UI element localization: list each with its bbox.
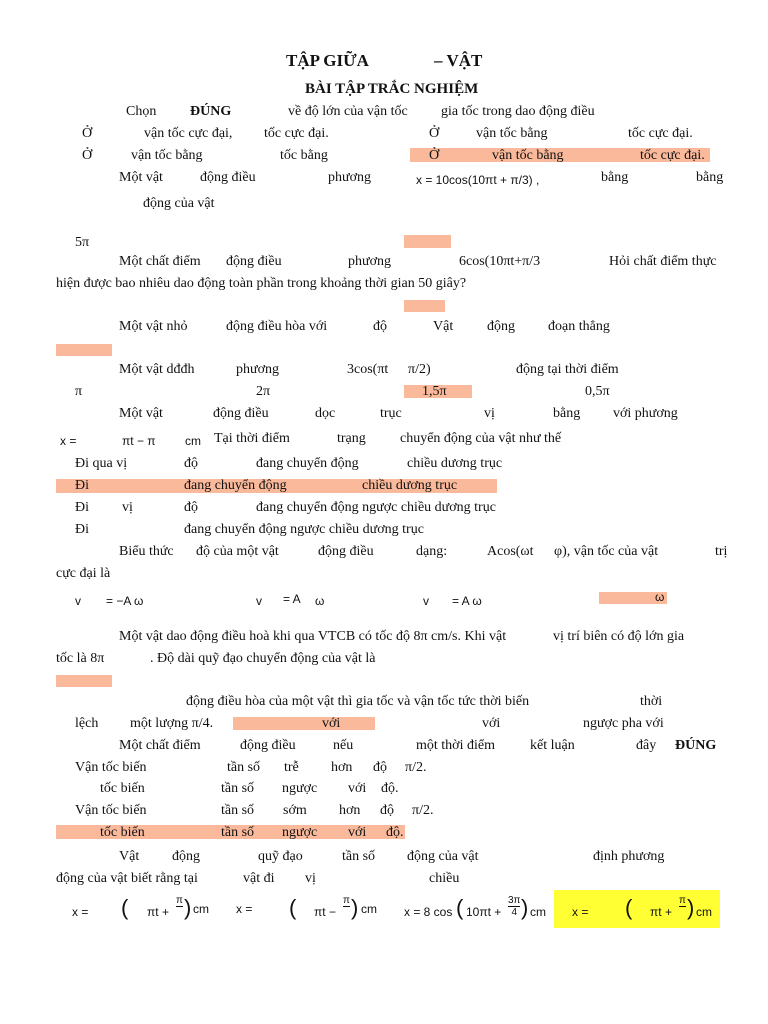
q5-stem-2: phương bbox=[236, 362, 279, 377]
q9-line2-5: ngược pha với bbox=[583, 716, 664, 731]
q10-a-3: trễ bbox=[284, 760, 299, 775]
q10-b-2: tần số bbox=[221, 781, 255, 796]
q4-stem-6: đoạn thẳng bbox=[548, 319, 610, 334]
q3-stem-3: phương bbox=[348, 254, 391, 269]
q7-stem-1: Biểu thức bbox=[119, 544, 174, 559]
q1-b-1: Ở bbox=[429, 126, 440, 141]
q11-a-paren-open: ( bbox=[121, 895, 129, 920]
q11-a-lhs: x = bbox=[72, 905, 89, 919]
q3-stem-2: động điều bbox=[226, 254, 282, 269]
q10-d-4: với bbox=[348, 825, 367, 840]
q11-stem-3: quỹ đạo bbox=[258, 849, 303, 864]
q1-c-1: Ở bbox=[82, 148, 93, 163]
q1-a-1: Ở bbox=[82, 126, 93, 141]
q6-d-1: Đi bbox=[75, 522, 89, 537]
q7-c-expr: = A ω bbox=[452, 594, 482, 608]
q1-b-2: vận tốc bằng bbox=[476, 126, 548, 141]
q7-line2: cực đại là bbox=[56, 566, 111, 581]
q3-stem-4: 6cos(10πt+π/3 bbox=[459, 254, 541, 269]
title-left: TẬP GIỮA bbox=[286, 51, 369, 70]
q6-b-3: chiều dương trục bbox=[362, 478, 458, 493]
q4-answer-highlight bbox=[56, 344, 112, 356]
q11-c-lhs: x = 8 cos bbox=[404, 905, 453, 919]
q10-c-4: hơn bbox=[339, 803, 361, 818]
q4-stem-4: Vật bbox=[433, 319, 454, 334]
q6-line2-1: Tại thời điểm bbox=[214, 431, 290, 446]
q6-c-1: Đi bbox=[75, 500, 89, 515]
q5-opt-b: 2π bbox=[256, 384, 271, 399]
q10-b-3: ngược bbox=[282, 781, 318, 796]
q10-c-3: sớm bbox=[283, 803, 307, 818]
q5-opt-a: π bbox=[75, 384, 83, 399]
q5-stem-1: Một vật dđđh bbox=[119, 362, 195, 377]
q11-d-num: π bbox=[679, 895, 686, 906]
q7-c-v: v bbox=[423, 594, 429, 608]
q11-stem-2: động bbox=[172, 849, 200, 864]
q11-line2-4: chiều bbox=[429, 871, 460, 886]
q6-c-3: độ bbox=[184, 500, 198, 515]
q11-a-inner: πt + bbox=[147, 905, 169, 919]
q3-answer-highlight bbox=[404, 300, 445, 312]
q8-line1b: vị trí biên có độ lớn gia bbox=[553, 629, 685, 644]
q6-eq-lhs: x = bbox=[60, 434, 77, 448]
q1-a-2: vận tốc cực đại, bbox=[144, 126, 233, 141]
q11-c-fraction bbox=[508, 895, 520, 918]
q1-a-3: tốc cực đại. bbox=[264, 126, 329, 141]
q7-a-expr: = −A ω bbox=[106, 594, 144, 608]
q7-stem-2: độ của một vật bbox=[196, 544, 279, 559]
q7-a-v: v bbox=[75, 594, 81, 608]
q10-stem-1: Một chất điểm bbox=[119, 738, 201, 753]
q9-line1-1: động điều hòa của một vật thì gia tốc và vận tốc tức thời biến bbox=[186, 694, 530, 709]
q10-stem-2: động điều bbox=[240, 738, 296, 753]
q2-stem-3: phương bbox=[328, 170, 371, 185]
q9-line2-3: với bbox=[322, 716, 341, 731]
q11-d-fraction bbox=[679, 895, 686, 907]
q2-option: 5π bbox=[75, 235, 90, 250]
q11-b-fraction bbox=[343, 895, 350, 907]
q6-a-3: đang chuyển động bbox=[256, 456, 359, 471]
q10-stem-4: một thời điểm bbox=[416, 738, 495, 753]
q4-stem-1: Một vật nhỏ bbox=[119, 319, 188, 334]
q11-b-paren-close: ) bbox=[351, 895, 359, 920]
q8-answer-highlight bbox=[56, 675, 112, 687]
q7-b-expr: = A bbox=[283, 592, 301, 606]
q7-stem-6: φ), vận tốc của vật bbox=[554, 544, 659, 559]
q5-opt-c: 1,5π bbox=[422, 384, 447, 399]
q6-eq-inner: πt − π bbox=[122, 434, 156, 448]
q11-d-paren-open: ( bbox=[625, 895, 633, 920]
q9-line2-4: với bbox=[482, 716, 501, 731]
q5-opt-d: 0,5π bbox=[585, 384, 610, 399]
q10-a-6: π/2. bbox=[405, 760, 427, 775]
q1-b-3: tốc cực đại. bbox=[628, 126, 693, 141]
q4-stem-5: động bbox=[487, 319, 515, 334]
q10-d-2: tần số bbox=[221, 825, 255, 840]
q7-stem-4: dạng: bbox=[416, 544, 448, 559]
q11-c-num: 3π bbox=[508, 895, 521, 906]
q11-c-paren-close: ) bbox=[521, 895, 529, 920]
q11-a-num: π bbox=[176, 895, 183, 906]
q6-stem-3: dọc bbox=[315, 406, 336, 421]
q3-line2: hiện được bao nhiêu dao động toàn phần trong khoảng thời gian 50 giây? bbox=[56, 276, 467, 291]
q10-stem-3: nếu bbox=[333, 738, 354, 753]
q11-b-num: π bbox=[343, 895, 350, 906]
q11-b-inner: πt − bbox=[314, 905, 336, 919]
q11-stem-1: Vật bbox=[119, 849, 140, 864]
q11-a-fraction bbox=[176, 895, 183, 907]
q6-c-4: đang chuyển động ngược chiều dương trục bbox=[256, 500, 496, 515]
q10-d-5: độ. bbox=[386, 825, 404, 840]
q11-line2-3: vị bbox=[305, 871, 316, 886]
q11-b-lhs: x = bbox=[236, 902, 253, 916]
q6-a-1: Đi qua vị bbox=[75, 456, 128, 471]
subtitle: BÀI TẬP TRẮC NGHIỆM bbox=[305, 81, 479, 97]
q2-line2: động của vật bbox=[143, 196, 215, 211]
q1-stem-2: ĐÚNG bbox=[190, 104, 232, 119]
title-right: – VẬT bbox=[434, 51, 483, 70]
q1-stem-1: Chọn bbox=[126, 104, 157, 119]
q5-stem-3: 3cos(πt bbox=[347, 362, 389, 377]
q9-line1-2: thời bbox=[640, 694, 663, 709]
q2-answer-highlight bbox=[404, 235, 451, 248]
q10-a-4: hơn bbox=[331, 760, 353, 775]
q11-d-unit: cm bbox=[696, 905, 712, 919]
q11-stem-6: định phương bbox=[593, 849, 665, 864]
q6-b-2: đang chuyển động bbox=[184, 478, 287, 493]
q11-a-paren-close: ) bbox=[184, 895, 192, 920]
q2-stem-1: Một vật bbox=[119, 170, 163, 185]
q6-d-2: đang chuyển động ngược chiều dương trục bbox=[184, 522, 424, 537]
q8-line1: Một vật dao động điều hoà khi qua VTCB có tốc độ 8π cm/s. Khi vật bbox=[119, 629, 507, 644]
q2-stem-5: bằng bbox=[601, 170, 629, 185]
q3-stem-1: Một chất điểm bbox=[119, 254, 201, 269]
q1-d-3: tốc cực đại. bbox=[640, 148, 705, 163]
q6-stem-4: trục bbox=[380, 406, 402, 421]
q11-d-paren-close: ) bbox=[687, 895, 695, 920]
q11-c-unit: cm bbox=[530, 905, 546, 919]
q1-stem-4: gia tốc trong dao động điều bbox=[441, 104, 595, 119]
q1-c-2: vận tốc bằng bbox=[131, 148, 203, 163]
q11-d-frac-bar bbox=[679, 906, 686, 907]
q11-b-frac-bar bbox=[343, 906, 350, 907]
q6-c-2: vị bbox=[122, 500, 133, 515]
q11-stem-4: tần số bbox=[342, 849, 376, 864]
q11-c-inner: 10πt + bbox=[466, 905, 502, 919]
q10-c-1: Vận tốc biến bbox=[75, 803, 147, 818]
q11-d-lhs: x = bbox=[572, 905, 589, 919]
q11-d-inner: πt + bbox=[650, 905, 672, 919]
q9-line2-1: lệch bbox=[75, 716, 99, 731]
q11-a-frac-bar bbox=[176, 906, 183, 907]
q1-d-2: vận tốc bằng bbox=[492, 148, 564, 163]
q7-stem-5: Acos(ωt bbox=[487, 544, 534, 559]
q6-b-1: Đi bbox=[75, 478, 89, 493]
q10-c-6: π/2. bbox=[412, 803, 434, 818]
q11-stem-5: động của vật bbox=[407, 849, 479, 864]
q10-a-5: độ bbox=[373, 760, 387, 775]
q6-stem-5: vị bbox=[484, 406, 495, 421]
q6-a-2: độ bbox=[184, 456, 198, 471]
q5-stem-4: π/2) bbox=[408, 362, 431, 377]
q7-d-omega: ω bbox=[655, 590, 665, 604]
q11-line2-1: động của vật biết rằng tại bbox=[56, 871, 198, 886]
q10-c-2: tần số bbox=[221, 803, 255, 818]
q7-b-v: v bbox=[256, 594, 262, 608]
q2-equation: x = 10cos(10πt + π/3) , bbox=[416, 173, 540, 187]
q7-stem-7: trị bbox=[715, 544, 728, 559]
q10-b-1: tốc biến bbox=[100, 781, 145, 796]
q10-a-1: Vận tốc biến bbox=[75, 760, 147, 775]
q10-stem-7: ĐÚNG bbox=[675, 738, 717, 753]
q7-b-omega: ω bbox=[315, 594, 325, 608]
q6-stem-7: với phương bbox=[613, 406, 678, 421]
q6-a-4: chiều dương trục bbox=[407, 456, 503, 471]
q9-answer-highlight bbox=[233, 717, 375, 730]
q6-line2-2: trạng bbox=[337, 431, 366, 446]
q1-c-3: tốc bằng bbox=[280, 148, 328, 163]
q6-stem-6: bằng bbox=[553, 406, 581, 421]
q6-line2-3: chuyển động của vật như thế bbox=[400, 431, 562, 446]
q11-a-unit: cm bbox=[193, 902, 209, 916]
q10-stem-5: kết luận bbox=[530, 738, 575, 753]
q6-stem-2: động điều bbox=[213, 406, 269, 421]
q11-line2-2: vật đi bbox=[243, 871, 275, 886]
q2-stem-6: bằng bbox=[696, 170, 724, 185]
q10-a-2: tần số bbox=[227, 760, 261, 775]
q11-c-den: 4 bbox=[511, 907, 518, 918]
q6-eq-unit: cm bbox=[185, 434, 201, 448]
q2-stem-2: động điều bbox=[200, 170, 256, 185]
q4-stem-3: độ bbox=[373, 319, 387, 334]
q10-d-3: ngược bbox=[282, 825, 318, 840]
q7-stem-3: động điều bbox=[318, 544, 374, 559]
q9-line2-2: một lượng π/4. bbox=[130, 716, 214, 731]
q10-stem-6: đây bbox=[636, 738, 657, 753]
q3-stem-5: Hỏi chất điểm thực bbox=[609, 254, 717, 269]
q1-stem-3: về độ lớn của vận tốc bbox=[288, 104, 408, 119]
q8-line2a: tốc là 8π bbox=[56, 651, 105, 666]
q11-b-unit: cm bbox=[361, 902, 377, 916]
q10-c-5: độ bbox=[380, 803, 394, 818]
q10-b-5: độ. bbox=[381, 781, 399, 796]
q10-d-1: tốc biến bbox=[100, 825, 145, 840]
q8-line2b: . Độ dài quỹ đạo chuyển động của vật là bbox=[150, 651, 376, 666]
q1-d-1: Ở bbox=[429, 148, 440, 163]
q11-b-paren-open: ( bbox=[289, 895, 297, 920]
q6-stem-1: Một vật bbox=[119, 406, 163, 421]
q4-stem-2: động điều hòa với bbox=[226, 319, 328, 334]
q11-c-paren-open: ( bbox=[456, 895, 464, 920]
q5-stem-5: động tại thời điểm bbox=[516, 362, 619, 377]
q10-b-4: với bbox=[348, 781, 367, 796]
